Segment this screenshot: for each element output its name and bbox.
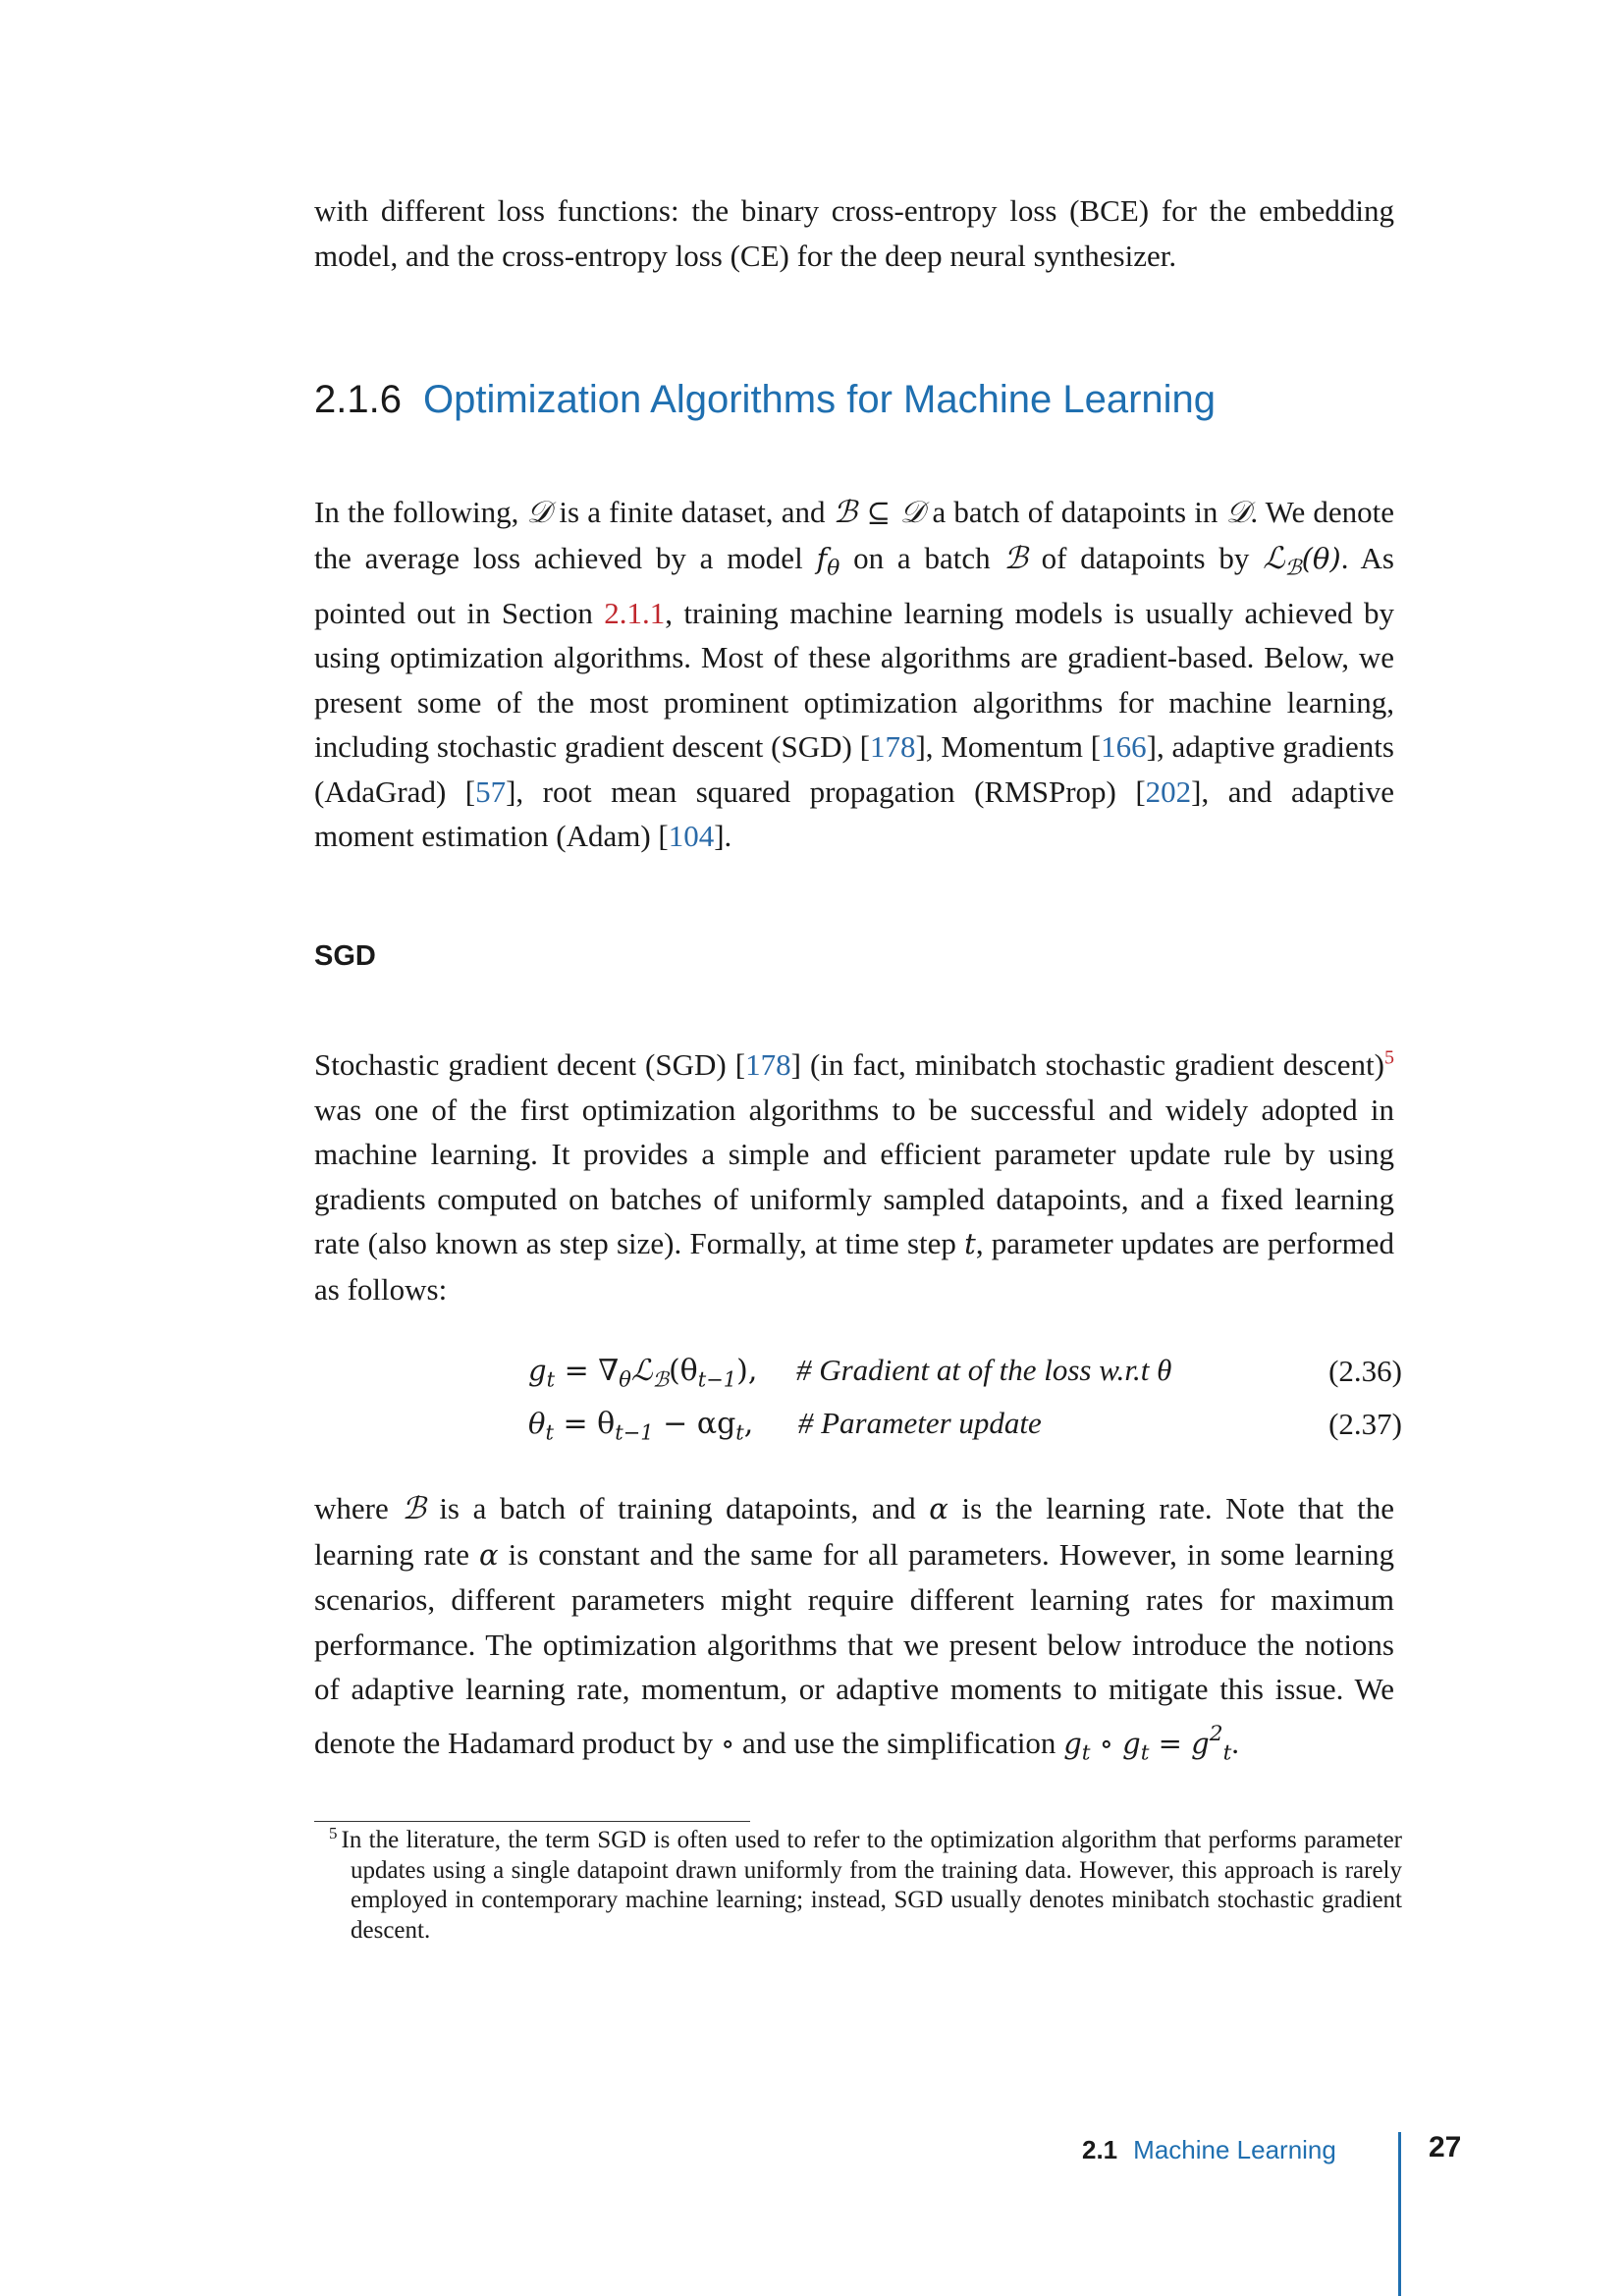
equation-2-36: $g_t$ = $\nabla_\theta ℒ_ℬ(\theta_{t-1})$, # Gradient at of the loss w.r.t θ: [528, 1353, 1172, 1392]
equation-number: (2.37): [1328, 1407, 1402, 1441]
equation-comment: # Gradient at of the loss w.r.t θ: [795, 1353, 1172, 1387]
section-heading: [314, 378, 1216, 422]
footer-divider: [1398, 2132, 1401, 2296]
footnote-rule: [314, 1821, 750, 1822]
footer-section-name[interactable]: Machine Learning: [1133, 2135, 1336, 2164]
citation-link[interactable]: 166: [1101, 729, 1147, 764]
footer-section-number: 2.1: [1082, 2135, 1118, 2164]
section-number: 2.1.6: [314, 378, 402, 421]
subsection-heading: SGD: [314, 940, 376, 972]
footnote: [329, 1823, 1402, 1946]
footnote-marker[interactable]: 5: [1384, 1046, 1394, 1069]
paragraph-sgd: Stochastic gradient decent (SGD) [178] (in fact, minibatch stochastic gradient descent)$^5$ was one of the first optimization algorithms to be successful and widely adopted in machine learning. It provides a simple and efficient parameter update rule by using gradients computed on batches of uniformly sampled datapoints, and a fixed learning rate (also known as step size). Formally, at time step t, parameter updates are performed as follows:: [314, 1046, 1394, 1307]
intro-paragraph: with different loss functions: the binary cross-entropy loss (BCE) for the embedding model, and the cross-entropy loss (CE) for the deep neural synthesizer.: [314, 193, 1394, 273]
footnote-number: 5: [329, 1823, 338, 1842]
citation-link[interactable]: 178: [869, 729, 916, 764]
citation-link[interactable]: 202: [1145, 774, 1192, 809]
citation-link[interactable]: 57: [475, 774, 507, 809]
section-title: Optimization Algorithms for Machine Learning: [422, 378, 1217, 421]
equation-number: (2.36): [1328, 1354, 1402, 1388]
footnote-text: In the literature, the term SGD is often used to refer to the optimization algorithm that performs parameter updates using a single datapoint drawn uniformly from the training data. However, this approach is rarely employed in contemporary machine learning; instead, SGD usually denotes minibatch stochastic gradient descent.: [341, 1827, 1402, 1944]
running-footer: [1082, 2135, 1336, 2165]
equation-2-37: $\theta_t = \theta_{t-1} - \alpha g_t$, # Parameter update: [528, 1406, 1042, 1445]
citation-link[interactable]: 178: [745, 1047, 791, 1082]
page-number: 27: [1429, 2131, 1462, 2163]
paragraph-intro-optimization: In the following, 𝒟 is a finite dataset, and ℬ ⊆ 𝒟 a batch of datapoints in 𝒟. We denote the average loss achieved by a model $f_\theta$ on a batch ℬ of datapoints by ℒ$_ℬ$(θ). As pointed out in Section 2.1.1, training machine learning models is usually achieved by using optimization algorithms. Most of these algorithms are gradient-based. Below, we present some of the most prominent optimization algorithms for machine learning, including stochastic gradient descent (SGD) [178], Momentum [166], adaptive gradients (AdaGrad) [57], root mean squared propagation (RMSProp) [202], and adaptive moment estimation (Adam) [104].: [314, 495, 1394, 853]
paragraph-learning-rate: where ℬ is a batch of training datapoints, and α is the learning rate. Note that the learning rate α is constant and the same for all parameters. However, in some learning scenarios, different parameters might require different learning rates for maximum performance. The optimization algorithms that we present below introduce the notions of adaptive learning rate, momentum, or adaptive moments to mitigate this issue. We denote the Hadamard product by ∘ and use the simplification $g_t$ ∘ $g_t = g^2_t$.: [314, 1491, 1395, 1766]
section-ref-link[interactable]: 2.1.1: [604, 595, 666, 630]
citation-link[interactable]: 104: [668, 819, 715, 853]
equation-comment: # Parameter update: [797, 1406, 1042, 1440]
